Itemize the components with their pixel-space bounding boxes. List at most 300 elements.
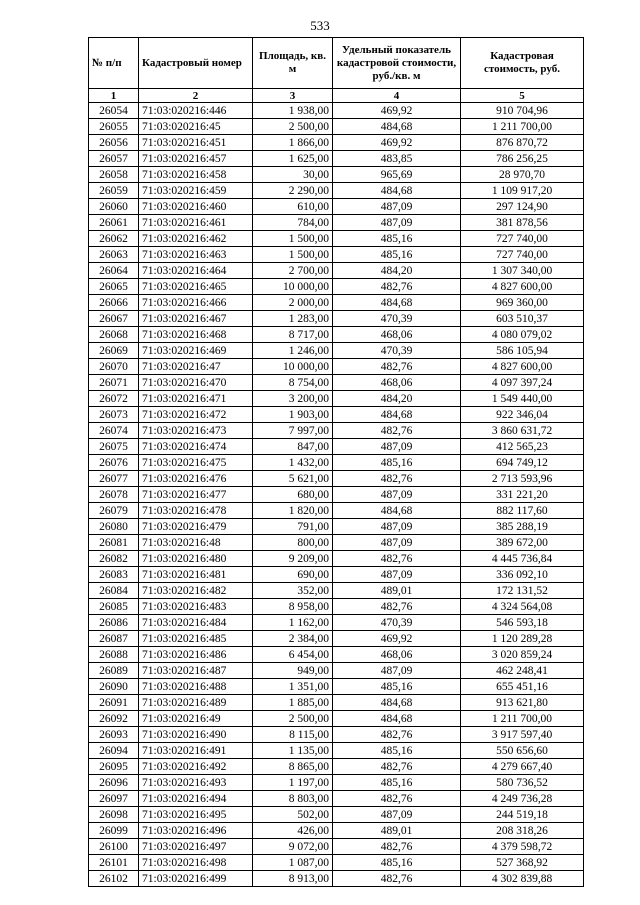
cell-specific-value: 487,09 <box>333 567 461 583</box>
cell-area: 784,00 <box>253 215 333 231</box>
table-row <box>89 759 584 775</box>
table-body <box>89 103 584 887</box>
cell-row-number: 26064 <box>89 263 139 279</box>
cell-specific-value: 484,68 <box>333 407 461 423</box>
cell-area: 8 115,00 <box>253 727 333 743</box>
table-row <box>89 215 584 231</box>
cell-row-number: 26054 <box>89 103 139 119</box>
cell-row-number: 26081 <box>89 535 139 551</box>
cell-row-number: 26071 <box>89 375 139 391</box>
cell-specific-value: 482,76 <box>333 839 461 855</box>
cell-cadastral-number: 71:03:020216:460 <box>139 199 253 215</box>
cell-specific-value: 469,92 <box>333 631 461 647</box>
cell-cadastral-cost: 4 379 598,72 <box>461 839 584 855</box>
cell-specific-value: 485,16 <box>333 775 461 791</box>
cell-cadastral-cost: 969 360,00 <box>461 295 584 311</box>
column-number-row <box>89 89 584 103</box>
table-row <box>89 647 584 663</box>
cell-area: 1 162,00 <box>253 615 333 631</box>
cell-specific-value: 482,76 <box>333 759 461 775</box>
cell-specific-value: 469,92 <box>333 135 461 151</box>
cell-cadastral-cost: 4 249 736,28 <box>461 791 584 807</box>
cell-row-number: 26062 <box>89 231 139 247</box>
cell-specific-value: 485,16 <box>333 231 461 247</box>
cell-area: 1 087,00 <box>253 855 333 871</box>
table-row <box>89 519 584 535</box>
cell-specific-value: 484,20 <box>333 391 461 407</box>
cell-cadastral-cost: 910 704,96 <box>461 103 584 119</box>
cell-area: 6 454,00 <box>253 647 333 663</box>
cell-row-number: 26063 <box>89 247 139 263</box>
cell-row-number: 26079 <box>89 503 139 519</box>
cell-area: 610,00 <box>253 199 333 215</box>
cell-cadastral-number: 71:03:020216:488 <box>139 679 253 695</box>
cell-cadastral-cost: 1 211 700,00 <box>461 711 584 727</box>
table-row <box>89 615 584 631</box>
cell-specific-value: 482,76 <box>333 359 461 375</box>
header-specific-value: Удельный показатель кадастровой стоимости, руб./кв. м <box>333 38 461 89</box>
cell-cadastral-number: 71:03:020216:461 <box>139 215 253 231</box>
table-row <box>89 423 584 439</box>
header-cadastral-cost: Кадастровая стоимость, руб. <box>461 38 584 89</box>
cell-area: 426,00 <box>253 823 333 839</box>
table-row <box>89 375 584 391</box>
cell-cadastral-cost: 1 307 340,00 <box>461 263 584 279</box>
cell-area: 2 384,00 <box>253 631 333 647</box>
cell-area: 1 866,00 <box>253 135 333 151</box>
cell-cadastral-cost: 3 020 859,24 <box>461 647 584 663</box>
cell-specific-value: 484,68 <box>333 711 461 727</box>
cell-row-number: 26102 <box>89 871 139 887</box>
cell-cadastral-cost: 4 827 600,00 <box>461 279 584 295</box>
cell-cadastral-number: 71:03:020216:487 <box>139 663 253 679</box>
cell-specific-value: 470,39 <box>333 615 461 631</box>
table-row <box>89 279 584 295</box>
cell-cadastral-cost: 385 288,19 <box>461 519 584 535</box>
table-row <box>89 727 584 743</box>
cell-row-number: 26084 <box>89 583 139 599</box>
table-row <box>89 791 584 807</box>
cell-area: 1 135,00 <box>253 743 333 759</box>
cell-cadastral-number: 71:03:020216:471 <box>139 391 253 407</box>
cell-area: 1 351,00 <box>253 679 333 695</box>
cell-row-number: 26074 <box>89 423 139 439</box>
cell-cadastral-cost: 389 672,00 <box>461 535 584 551</box>
cell-cadastral-number: 71:03:020216:483 <box>139 599 253 615</box>
table-row <box>89 135 584 151</box>
cell-specific-value: 469,92 <box>333 103 461 119</box>
cell-specific-value: 483,85 <box>333 151 461 167</box>
cell-cadastral-cost: 546 593,18 <box>461 615 584 631</box>
cell-cadastral-number: 71:03:020216:480 <box>139 551 253 567</box>
cell-cadastral-number: 71:03:020216:466 <box>139 295 253 311</box>
header-row-number: № п/п <box>89 38 139 89</box>
table-row <box>89 247 584 263</box>
cell-cadastral-cost: 922 346,04 <box>461 407 584 423</box>
column-number: 4 <box>333 89 461 103</box>
cell-row-number: 26098 <box>89 807 139 823</box>
cell-cadastral-number: 71:03:020216:494 <box>139 791 253 807</box>
cell-cadastral-cost: 4 080 079,02 <box>461 327 584 343</box>
cell-cadastral-number: 71:03:020216:458 <box>139 167 253 183</box>
column-number: 2 <box>139 89 253 103</box>
cell-specific-value: 487,09 <box>333 439 461 455</box>
table-row <box>89 503 584 519</box>
cell-cadastral-cost: 4 827 600,00 <box>461 359 584 375</box>
cell-cadastral-cost: 550 656,60 <box>461 743 584 759</box>
cell-cadastral-cost: 913 621,80 <box>461 695 584 711</box>
cell-specific-value: 485,16 <box>333 855 461 871</box>
cell-area: 2 500,00 <box>253 711 333 727</box>
cell-specific-value: 487,09 <box>333 519 461 535</box>
cell-row-number: 26090 <box>89 679 139 695</box>
cell-specific-value: 470,39 <box>333 311 461 327</box>
cell-cadastral-cost: 4 324 564,08 <box>461 599 584 615</box>
cell-row-number: 26100 <box>89 839 139 855</box>
cell-area: 10 000,00 <box>253 359 333 375</box>
cell-cadastral-cost: 727 740,00 <box>461 231 584 247</box>
cell-specific-value: 487,09 <box>333 535 461 551</box>
cell-cadastral-number: 71:03:020216:473 <box>139 423 253 439</box>
column-number: 1 <box>89 89 139 103</box>
cell-specific-value: 489,01 <box>333 583 461 599</box>
cell-row-number: 26093 <box>89 727 139 743</box>
table-row <box>89 263 584 279</box>
cell-cadastral-number: 71:03:020216:477 <box>139 487 253 503</box>
cell-cadastral-number: 71:03:020216:446 <box>139 103 253 119</box>
header-cadastral-number: Кадастровый номер <box>139 38 253 89</box>
table-row <box>89 631 584 647</box>
cell-row-number: 26061 <box>89 215 139 231</box>
table-row <box>89 711 584 727</box>
cell-area: 8 958,00 <box>253 599 333 615</box>
cell-area: 3 200,00 <box>253 391 333 407</box>
cell-area: 1 938,00 <box>253 103 333 119</box>
table-row <box>89 439 584 455</box>
cell-cadastral-number: 71:03:020216:470 <box>139 375 253 391</box>
table-row <box>89 535 584 551</box>
cell-cadastral-cost: 655 451,16 <box>461 679 584 695</box>
cell-row-number: 26056 <box>89 135 139 151</box>
cell-cadastral-cost: 527 368,92 <box>461 855 584 871</box>
cell-cadastral-number: 71:03:020216:465 <box>139 279 253 295</box>
cell-cadastral-number: 71:03:020216:475 <box>139 455 253 471</box>
cell-cadastral-cost: 1 109 917,20 <box>461 183 584 199</box>
cell-row-number: 26091 <box>89 695 139 711</box>
cell-specific-value: 489,01 <box>333 823 461 839</box>
cell-cadastral-cost: 244 519,18 <box>461 807 584 823</box>
cell-specific-value: 484,68 <box>333 119 461 135</box>
table-row <box>89 487 584 503</box>
table-row <box>89 855 584 871</box>
table-row <box>89 567 584 583</box>
cell-row-number: 26069 <box>89 343 139 359</box>
cell-specific-value: 484,68 <box>333 695 461 711</box>
cell-cadastral-number: 71:03:020216:469 <box>139 343 253 359</box>
cell-cadastral-cost: 786 256,25 <box>461 151 584 167</box>
cell-area: 1 500,00 <box>253 247 333 263</box>
cell-cadastral-number: 71:03:020216:489 <box>139 695 253 711</box>
cell-row-number: 26092 <box>89 711 139 727</box>
cell-area: 1 885,00 <box>253 695 333 711</box>
cell-cadastral-number: 71:03:020216:496 <box>139 823 253 839</box>
cell-row-number: 26057 <box>89 151 139 167</box>
table-row <box>89 311 584 327</box>
cell-specific-value: 470,39 <box>333 343 461 359</box>
cell-row-number: 26094 <box>89 743 139 759</box>
cell-cadastral-number: 71:03:020216:493 <box>139 775 253 791</box>
cell-cadastral-number: 71:03:020216:49 <box>139 711 253 727</box>
cell-area: 9 209,00 <box>253 551 333 567</box>
cadastral-value-table <box>88 37 584 887</box>
cell-cadastral-number: 71:03:020216:45 <box>139 119 253 135</box>
cell-row-number: 26083 <box>89 567 139 583</box>
cell-cadastral-cost: 580 736,52 <box>461 775 584 791</box>
cell-row-number: 26099 <box>89 823 139 839</box>
cell-row-number: 26058 <box>89 167 139 183</box>
cell-area: 5 621,00 <box>253 471 333 487</box>
cell-cadastral-cost: 297 124,90 <box>461 199 584 215</box>
cell-cadastral-cost: 586 105,94 <box>461 343 584 359</box>
cell-specific-value: 485,16 <box>333 743 461 759</box>
cell-specific-value: 482,76 <box>333 727 461 743</box>
cell-specific-value: 487,09 <box>333 199 461 215</box>
table-row <box>89 199 584 215</box>
cell-row-number: 26101 <box>89 855 139 871</box>
cell-area: 847,00 <box>253 439 333 455</box>
cell-row-number: 26059 <box>89 183 139 199</box>
page-number: 533 <box>310 18 330 33</box>
cell-specific-value: 468,06 <box>333 327 461 343</box>
cell-cadastral-cost: 208 318,26 <box>461 823 584 839</box>
cell-cadastral-number: 71:03:020216:474 <box>139 439 253 455</box>
cell-specific-value: 485,16 <box>333 455 461 471</box>
header-area: Площадь, кв. м <box>253 38 333 89</box>
cell-cadastral-cost: 336 092,10 <box>461 567 584 583</box>
cell-cadastral-number: 71:03:020216:464 <box>139 263 253 279</box>
table-row <box>89 583 584 599</box>
cell-specific-value: 487,09 <box>333 663 461 679</box>
table-row <box>89 839 584 855</box>
cell-cadastral-number: 71:03:020216:497 <box>139 839 253 855</box>
cell-row-number: 26067 <box>89 311 139 327</box>
table-row <box>89 119 584 135</box>
cell-cadastral-cost: 4 279 667,40 <box>461 759 584 775</box>
column-number: 3 <box>253 89 333 103</box>
table-row <box>89 599 584 615</box>
cell-specific-value: 484,68 <box>333 183 461 199</box>
cell-specific-value: 965,69 <box>333 167 461 183</box>
table-row <box>89 679 584 695</box>
cell-row-number: 26082 <box>89 551 139 567</box>
table-row <box>89 551 584 567</box>
cell-specific-value: 482,76 <box>333 599 461 615</box>
table-row <box>89 327 584 343</box>
table-row <box>89 471 584 487</box>
table-row <box>89 343 584 359</box>
table-row <box>89 407 584 423</box>
cell-row-number: 26072 <box>89 391 139 407</box>
cell-area: 9 072,00 <box>253 839 333 855</box>
cell-specific-value: 485,16 <box>333 679 461 695</box>
cell-row-number: 26066 <box>89 295 139 311</box>
cell-area: 1 283,00 <box>253 311 333 327</box>
cell-cadastral-number: 71:03:020216:476 <box>139 471 253 487</box>
cell-cadastral-cost: 603 510,37 <box>461 311 584 327</box>
cell-specific-value: 487,09 <box>333 215 461 231</box>
cell-cadastral-number: 71:03:020216:484 <box>139 615 253 631</box>
cell-row-number: 26097 <box>89 791 139 807</box>
table-row <box>89 231 584 247</box>
cell-cadastral-cost: 876 870,72 <box>461 135 584 151</box>
cell-row-number: 26070 <box>89 359 139 375</box>
table-row <box>89 743 584 759</box>
cell-cadastral-number: 71:03:020216:472 <box>139 407 253 423</box>
cell-row-number: 26087 <box>89 631 139 647</box>
cell-area: 1 246,00 <box>253 343 333 359</box>
cell-specific-value: 484,68 <box>333 503 461 519</box>
table-row <box>89 695 584 711</box>
cell-specific-value: 482,76 <box>333 871 461 887</box>
cell-area: 1 625,00 <box>253 151 333 167</box>
cell-area: 1 197,00 <box>253 775 333 791</box>
cell-row-number: 26078 <box>89 487 139 503</box>
table-row <box>89 295 584 311</box>
cell-row-number: 26076 <box>89 455 139 471</box>
cell-cadastral-cost: 381 878,56 <box>461 215 584 231</box>
cell-row-number: 26095 <box>89 759 139 775</box>
cell-area: 1 500,00 <box>253 231 333 247</box>
cell-specific-value: 487,09 <box>333 807 461 823</box>
cell-area: 8 803,00 <box>253 791 333 807</box>
cell-area: 2 500,00 <box>253 119 333 135</box>
cell-cadastral-cost: 462 248,41 <box>461 663 584 679</box>
cell-cadastral-cost: 882 117,60 <box>461 503 584 519</box>
cell-area: 1 820,00 <box>253 503 333 519</box>
cell-specific-value: 485,16 <box>333 247 461 263</box>
cell-area: 30,00 <box>253 167 333 183</box>
cell-area: 10 000,00 <box>253 279 333 295</box>
cell-area: 800,00 <box>253 535 333 551</box>
table-row <box>89 183 584 199</box>
cell-cadastral-number: 71:03:020216:48 <box>139 535 253 551</box>
cell-cadastral-cost: 1 549 440,00 <box>461 391 584 407</box>
cell-cadastral-cost: 3 917 597,40 <box>461 727 584 743</box>
cell-cadastral-number: 71:03:020216:468 <box>139 327 253 343</box>
cell-area: 352,00 <box>253 583 333 599</box>
cell-cadastral-number: 71:03:020216:495 <box>139 807 253 823</box>
cell-area: 2 290,00 <box>253 183 333 199</box>
cell-cadastral-cost: 4 445 736,84 <box>461 551 584 567</box>
cell-specific-value: 482,76 <box>333 791 461 807</box>
cell-area: 690,00 <box>253 567 333 583</box>
cell-cadastral-cost: 2 713 593,96 <box>461 471 584 487</box>
cell-specific-value: 482,76 <box>333 423 461 439</box>
table-row <box>89 775 584 791</box>
cell-specific-value: 482,76 <box>333 279 461 295</box>
cell-area: 2 000,00 <box>253 295 333 311</box>
cell-row-number: 26089 <box>89 663 139 679</box>
cell-specific-value: 487,09 <box>333 487 461 503</box>
cell-area: 8 717,00 <box>253 327 333 343</box>
cell-cadastral-number: 71:03:020216:490 <box>139 727 253 743</box>
table-row <box>89 391 584 407</box>
cell-cadastral-cost: 412 565,23 <box>461 439 584 455</box>
table-row <box>89 151 584 167</box>
cell-cadastral-cost: 1 120 289,28 <box>461 631 584 647</box>
cell-area: 1 432,00 <box>253 455 333 471</box>
cell-cadastral-number: 71:03:020216:467 <box>139 311 253 327</box>
cell-cadastral-cost: 4 302 839,88 <box>461 871 584 887</box>
cell-area: 502,00 <box>253 807 333 823</box>
cell-specific-value: 484,68 <box>333 295 461 311</box>
cell-cadastral-number: 71:03:020216:481 <box>139 567 253 583</box>
cell-cadastral-number: 71:03:020216:459 <box>139 183 253 199</box>
cell-cadastral-cost: 727 740,00 <box>461 247 584 263</box>
cell-cadastral-number: 71:03:020216:482 <box>139 583 253 599</box>
cell-row-number: 26096 <box>89 775 139 791</box>
table-row <box>89 455 584 471</box>
cell-cadastral-number: 71:03:020216:451 <box>139 135 253 151</box>
cell-row-number: 26077 <box>89 471 139 487</box>
table-header-row <box>89 38 584 89</box>
cell-area: 680,00 <box>253 487 333 503</box>
cell-area: 949,00 <box>253 663 333 679</box>
cell-area: 1 903,00 <box>253 407 333 423</box>
cell-cadastral-cost: 1 211 700,00 <box>461 119 584 135</box>
cell-cadastral-number: 71:03:020216:492 <box>139 759 253 775</box>
cell-area: 8 913,00 <box>253 871 333 887</box>
cell-cadastral-number: 71:03:020216:485 <box>139 631 253 647</box>
table-row <box>89 823 584 839</box>
table-row <box>89 663 584 679</box>
cell-area: 8 754,00 <box>253 375 333 391</box>
table-row <box>89 103 584 119</box>
cell-row-number: 26068 <box>89 327 139 343</box>
cell-cadastral-number: 71:03:020216:47 <box>139 359 253 375</box>
cell-row-number: 26060 <box>89 199 139 215</box>
cell-cadastral-number: 71:03:020216:499 <box>139 871 253 887</box>
cell-area: 7 997,00 <box>253 423 333 439</box>
cell-row-number: 26088 <box>89 647 139 663</box>
cell-specific-value: 484,20 <box>333 263 461 279</box>
cell-cadastral-cost: 4 097 397,24 <box>461 375 584 391</box>
cell-row-number: 26065 <box>89 279 139 295</box>
cell-row-number: 26086 <box>89 615 139 631</box>
table-row <box>89 167 584 183</box>
cell-specific-value: 468,06 <box>333 375 461 391</box>
cell-row-number: 26055 <box>89 119 139 135</box>
column-number: 5 <box>461 89 584 103</box>
cell-specific-value: 468,06 <box>333 647 461 663</box>
cell-cadastral-number: 71:03:020216:462 <box>139 231 253 247</box>
cell-cadastral-number: 71:03:020216:463 <box>139 247 253 263</box>
cell-cadastral-cost: 28 970,70 <box>461 167 584 183</box>
cell-cadastral-number: 71:03:020216:479 <box>139 519 253 535</box>
cell-cadastral-cost: 3 860 631,72 <box>461 423 584 439</box>
cell-row-number: 26085 <box>89 599 139 615</box>
table-row <box>89 359 584 375</box>
cell-cadastral-number: 71:03:020216:498 <box>139 855 253 871</box>
cell-specific-value: 482,76 <box>333 471 461 487</box>
table-row <box>89 871 584 887</box>
cell-area: 791,00 <box>253 519 333 535</box>
cell-cadastral-number: 71:03:020216:478 <box>139 503 253 519</box>
cell-area: 8 865,00 <box>253 759 333 775</box>
cell-cadastral-number: 71:03:020216:486 <box>139 647 253 663</box>
cell-area: 2 700,00 <box>253 263 333 279</box>
cell-row-number: 26075 <box>89 439 139 455</box>
